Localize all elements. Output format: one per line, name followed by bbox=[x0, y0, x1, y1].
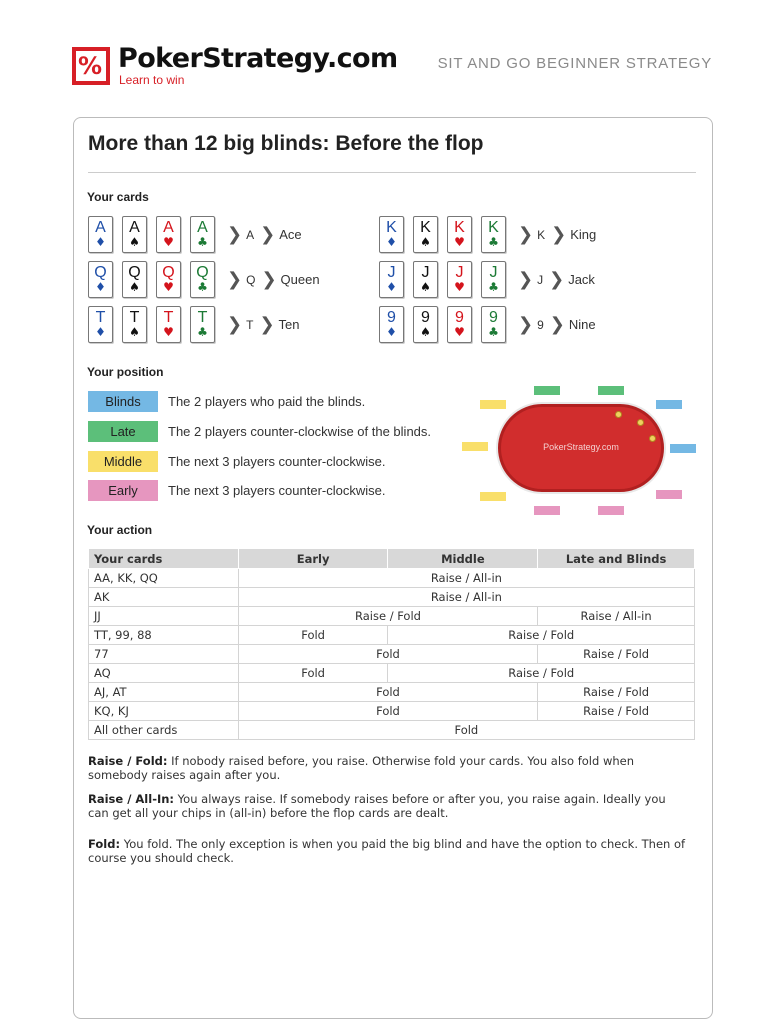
strategy-panel bbox=[73, 117, 713, 1019]
action-cell: Raise / All-in bbox=[538, 607, 695, 626]
suit-icon: ♥ bbox=[163, 235, 174, 249]
playing-card: A ♦ bbox=[88, 216, 113, 253]
playing-card: Q ♥ bbox=[156, 261, 181, 298]
logo-mark-icon: % bbox=[72, 47, 110, 85]
seat-early-1 bbox=[656, 490, 682, 499]
action-cell: Fold bbox=[238, 702, 537, 721]
seat-middle-1 bbox=[480, 400, 506, 409]
playing-card: J ♠ bbox=[413, 261, 438, 298]
hand-cell: AJ, AT bbox=[89, 683, 239, 702]
card-abbreviation: K bbox=[537, 227, 546, 242]
table-felt bbox=[498, 404, 664, 492]
action-cell: Fold bbox=[238, 664, 388, 683]
suit-icon: ♣ bbox=[197, 235, 208, 249]
table-row bbox=[89, 664, 695, 683]
chevron-right-icon: ❯ bbox=[549, 269, 565, 290]
position-badge: Late bbox=[88, 421, 158, 442]
playing-card: A ♣ bbox=[190, 216, 215, 253]
suit-icon: ♥ bbox=[454, 325, 465, 339]
suit-icon: ♦ bbox=[95, 235, 106, 249]
suit-icon: ♠ bbox=[420, 325, 431, 339]
card-abbreviation: 9 bbox=[537, 317, 544, 332]
card-row-ace bbox=[88, 216, 302, 253]
chevron-right-icon: ❯ bbox=[549, 314, 565, 335]
chevron-right-icon: ❯ bbox=[260, 224, 276, 245]
logo-tagline: Learn to win bbox=[119, 73, 185, 87]
suit-icon: ♣ bbox=[488, 325, 499, 339]
explanation-raise-allin: Raise / All-In: You always raise. If somebody raises before or after you, you raise again. Ideally you can get all your chips in (all-in) before the flop cards are dealt. bbox=[88, 792, 666, 820]
action-cell: Fold bbox=[238, 645, 537, 664]
playing-card: Q ♠ bbox=[122, 261, 147, 298]
playing-card: J ♦ bbox=[379, 261, 404, 298]
card-name: Jack bbox=[568, 272, 595, 287]
seat-blind-2 bbox=[670, 444, 696, 453]
position-row-late bbox=[88, 421, 431, 442]
explanation-fold: Fold: You fold. The only exception is when you paid the big blind and have the option to check. Then of course you should check. bbox=[88, 837, 686, 865]
table-row bbox=[89, 588, 695, 607]
playing-card: T ♥ bbox=[156, 306, 181, 343]
playing-card: A ♠ bbox=[122, 216, 147, 253]
suit-icon: ♦ bbox=[386, 280, 397, 294]
action-cell: Raise / Fold bbox=[538, 683, 695, 702]
playing-card: K ♥ bbox=[447, 216, 472, 253]
card-row-ten bbox=[88, 306, 300, 343]
header-cell: Your cards bbox=[89, 549, 239, 569]
hand-cell: TT, 99, 88 bbox=[89, 626, 239, 645]
playing-card: T ♠ bbox=[122, 306, 147, 343]
title-divider bbox=[88, 172, 696, 173]
suit-icon: ♦ bbox=[386, 235, 397, 249]
table-logo: PokerStrategy.com bbox=[543, 442, 619, 452]
card-name: Ace bbox=[279, 227, 302, 242]
action-cell: Raise / Fold bbox=[538, 645, 695, 664]
card-row-nine bbox=[379, 306, 596, 343]
chevron-right-icon: ❯ bbox=[551, 224, 567, 245]
chevron-right-icon: ❯ bbox=[518, 224, 534, 245]
card-name: King bbox=[570, 227, 597, 242]
hand-cell: JJ bbox=[89, 607, 239, 626]
chevron-right-icon: ❯ bbox=[259, 314, 275, 335]
card-row-queen bbox=[88, 261, 320, 298]
chevron-right-icon: ❯ bbox=[227, 269, 243, 290]
suit-icon: ♦ bbox=[95, 325, 106, 339]
header-cell: Late and Blinds bbox=[538, 549, 695, 569]
header-cell: Early bbox=[238, 549, 388, 569]
playing-card: J ♣ bbox=[481, 261, 506, 298]
hand-cell: All other cards bbox=[89, 721, 239, 740]
position-badge: Blinds bbox=[88, 391, 158, 412]
position-badge: Early bbox=[88, 480, 158, 501]
hand-cell: AK bbox=[89, 588, 239, 607]
hand-cell: 77 bbox=[89, 645, 239, 664]
playing-card: 9 ♣ bbox=[481, 306, 506, 343]
seat-late-1 bbox=[534, 386, 560, 395]
table-row bbox=[89, 683, 695, 702]
seat-early-3 bbox=[534, 506, 560, 515]
suit-icon: ♥ bbox=[454, 280, 465, 294]
position-badge: Middle bbox=[88, 451, 158, 472]
table-row bbox=[89, 569, 695, 588]
action-table bbox=[88, 548, 695, 740]
action-cell: Raise / All-in bbox=[238, 588, 694, 607]
chevron-right-icon: ❯ bbox=[261, 269, 277, 290]
header-cell: Middle bbox=[388, 549, 538, 569]
playing-card: 9 ♥ bbox=[447, 306, 472, 343]
table-row bbox=[89, 702, 695, 721]
logo-title: PokerStrategy.com bbox=[118, 43, 398, 74]
explanation-raise-fold: Raise / Fold: If nobody raised before, you raise. Otherwise fold your cards. You also fold when somebody raises again after you. bbox=[88, 754, 635, 782]
playing-card: 9 ♦ bbox=[379, 306, 404, 343]
position-description: The next 3 players counter-clockwise. bbox=[168, 454, 386, 469]
card-name: Queen bbox=[280, 272, 320, 287]
action-cell: Raise / All-in bbox=[238, 569, 694, 588]
seat-late-2 bbox=[598, 386, 624, 395]
action-section-label: Your action bbox=[87, 523, 153, 537]
suit-icon: ♠ bbox=[129, 235, 140, 249]
action-cell: Raise / Fold bbox=[388, 626, 695, 645]
card-row-jack bbox=[379, 261, 595, 298]
playing-card: K ♠ bbox=[413, 216, 438, 253]
seat-middle-2 bbox=[462, 442, 488, 451]
position-row-early bbox=[88, 480, 385, 501]
seat-blind-1 bbox=[656, 400, 682, 409]
position-section-label: Your position bbox=[87, 365, 164, 379]
card-abbreviation: T bbox=[246, 317, 254, 332]
playing-card: 9 ♠ bbox=[413, 306, 438, 343]
playing-card: Q ♦ bbox=[88, 261, 113, 298]
playing-card: A ♥ bbox=[156, 216, 181, 253]
seat-middle-3 bbox=[480, 492, 506, 501]
action-cell: Raise / Fold bbox=[238, 607, 537, 626]
action-cell: Raise / Fold bbox=[538, 702, 695, 721]
suit-icon: ♣ bbox=[488, 280, 499, 294]
document-heading: SIT AND GO BEGINNER STRATEGY bbox=[437, 55, 712, 72]
suit-icon: ♥ bbox=[163, 325, 174, 339]
suit-icon: ♦ bbox=[386, 325, 397, 339]
chevron-right-icon: ❯ bbox=[518, 269, 534, 290]
blind-chip bbox=[649, 435, 656, 442]
suit-icon: ♦ bbox=[95, 280, 106, 294]
card-name: Nine bbox=[568, 317, 596, 332]
table-row bbox=[89, 645, 695, 664]
suit-icon: ♣ bbox=[197, 325, 208, 339]
suit-icon: ♣ bbox=[197, 280, 208, 294]
card-name: Ten bbox=[278, 317, 300, 332]
card-row-king bbox=[379, 216, 596, 253]
suit-icon: ♠ bbox=[129, 280, 140, 294]
chevron-right-icon: ❯ bbox=[227, 224, 243, 245]
playing-card: Q ♣ bbox=[190, 261, 215, 298]
action-cell: Raise / Fold bbox=[388, 664, 695, 683]
position-row-middle bbox=[88, 451, 385, 472]
poker-table-diagram bbox=[462, 382, 692, 520]
table-row bbox=[89, 721, 695, 740]
playing-card: J ♥ bbox=[447, 261, 472, 298]
suit-icon: ♥ bbox=[163, 280, 174, 294]
logo[interactable] bbox=[72, 44, 398, 87]
position-description: The next 3 players counter-clockwise. bbox=[168, 483, 386, 498]
card-abbreviation: Q bbox=[246, 272, 256, 287]
chevron-right-icon: ❯ bbox=[518, 314, 534, 335]
position-description: The 2 players who paid the blinds. bbox=[168, 394, 366, 409]
playing-card: K ♦ bbox=[379, 216, 404, 253]
suit-icon: ♠ bbox=[129, 325, 140, 339]
hand-cell: AA, KK, QQ bbox=[89, 569, 239, 588]
cards-section-label: Your cards bbox=[87, 190, 149, 204]
page-title: More than 12 big blinds: Before the flop bbox=[88, 132, 484, 155]
blind-chip bbox=[637, 419, 644, 426]
suit-icon: ♠ bbox=[420, 235, 431, 249]
playing-card: T ♦ bbox=[88, 306, 113, 343]
seat-early-2 bbox=[598, 506, 624, 515]
position-row-blinds bbox=[88, 391, 365, 412]
table-row bbox=[89, 626, 695, 645]
action-cell: Fold bbox=[238, 721, 694, 740]
playing-card: T ♣ bbox=[190, 306, 215, 343]
suit-icon: ♥ bbox=[454, 235, 465, 249]
suit-icon: ♣ bbox=[488, 235, 499, 249]
chevron-right-icon: ❯ bbox=[227, 314, 243, 335]
hand-cell: AQ bbox=[89, 664, 239, 683]
position-description: The 2 players counter-clockwise of the blinds. bbox=[168, 424, 432, 439]
table-row bbox=[89, 607, 695, 626]
action-cell: Fold bbox=[238, 626, 388, 645]
action-cell: Fold bbox=[238, 683, 537, 702]
dealer-chip bbox=[615, 411, 622, 418]
hand-cell: KQ, KJ bbox=[89, 702, 239, 721]
table-header-row bbox=[89, 549, 695, 569]
card-abbreviation: J bbox=[537, 272, 544, 287]
playing-card: K ♣ bbox=[481, 216, 506, 253]
card-abbreviation: A bbox=[246, 227, 255, 242]
suit-icon: ♠ bbox=[420, 280, 431, 294]
